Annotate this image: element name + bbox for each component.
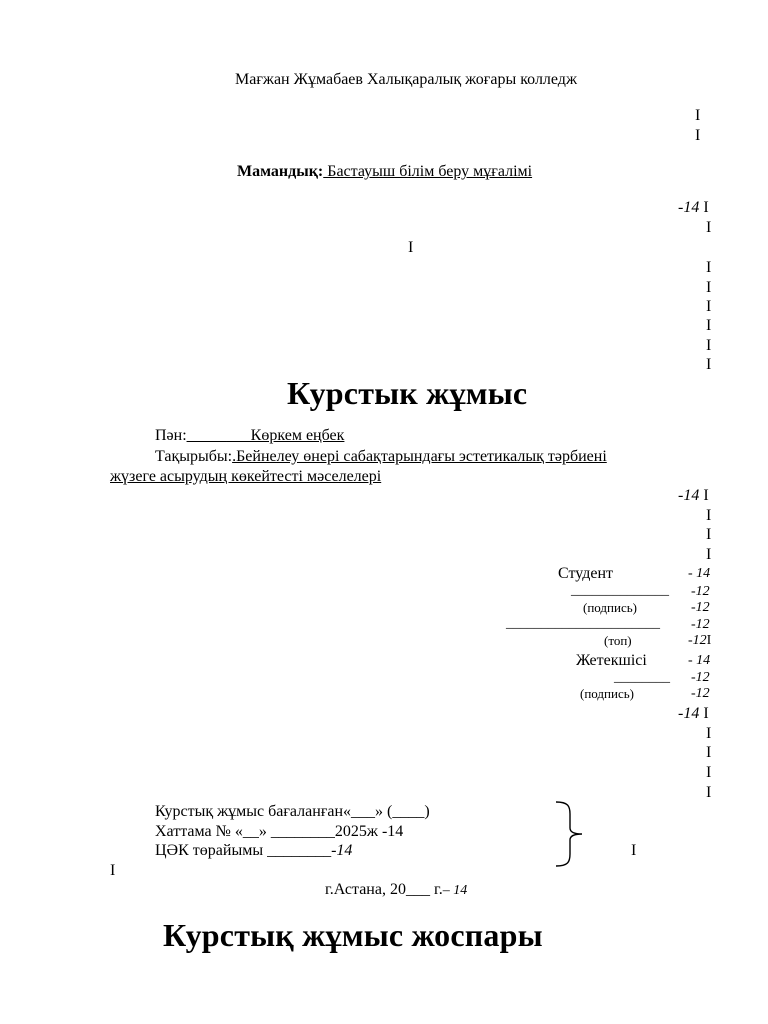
marker: I [706, 259, 712, 276]
student-group-line: ______________________ [506, 616, 660, 631]
marker: I [706, 526, 712, 543]
topic-text-2: жүзеге асырудың көкейтесті мәселелері [110, 468, 382, 485]
supervisor-label: Жетекшісі [576, 652, 647, 669]
marker: I [706, 317, 712, 334]
curly-brace-icon [554, 800, 584, 868]
size-mark-row [678, 488, 709, 504]
student-signature-caption: (подпись) [583, 600, 637, 615]
marker: I [706, 784, 712, 801]
student-label: Студент [558, 565, 614, 582]
size-mark-row [678, 200, 709, 216]
grading-line-3 [155, 843, 352, 859]
topic-label: Тақырыбы: [155, 448, 233, 465]
grading-chair-text: ЦӘК төрайымы ________ [155, 842, 332, 859]
plan-title: Курстық жұмыс жоспары [163, 917, 543, 953]
marker: I [695, 107, 701, 124]
size-mark: -14 [331, 842, 353, 859]
marker: I [706, 298, 712, 315]
city-year-line [325, 882, 467, 898]
size-mark: -12 [688, 633, 707, 648]
subject-blank: _____ [186, 427, 227, 444]
subject-line [155, 428, 344, 444]
college-name: Мағжан Жұмабаев Халықаралық жоғары колледж [235, 71, 577, 88]
marker: I [408, 239, 414, 256]
size-mark: – 14 [442, 883, 468, 898]
marker: I [706, 356, 712, 373]
marker: I [706, 744, 712, 761]
marker: I [631, 842, 637, 859]
subject-value: ___Көркем еңбек [226, 427, 345, 444]
topic-line-1 [155, 449, 712, 465]
marker: I [706, 279, 712, 296]
size-mark: -14 [678, 705, 700, 722]
size-mark: - 14 [688, 566, 711, 581]
marker: I [706, 219, 712, 236]
specialty-label: Мамандық: [237, 163, 324, 180]
size-mark: -12 [691, 584, 710, 599]
topic-text-1: .Бейнелеу өнері сабақтарындағы эстетикалық тәрбиені [232, 448, 607, 465]
student-group-caption: (топ) [604, 633, 632, 648]
grading-line-2: Хаттама № «__» ________2025ж -14 [155, 823, 404, 840]
marker: I [706, 337, 712, 354]
marker: I [706, 764, 712, 781]
grading-line-1: Курстық жұмыс бағаланған«___» (____) [155, 803, 430, 820]
size-mark: -14 [678, 199, 700, 216]
marker: I [706, 633, 712, 648]
size-mark: - 14 [688, 653, 711, 668]
marker: I [706, 725, 712, 742]
size-mark: -12 [691, 600, 710, 615]
marker: I [703, 705, 709, 722]
student-signature-line: ______________ [571, 583, 669, 598]
size-mark-row [678, 706, 709, 722]
size-mark: -12 [691, 686, 710, 701]
marker: I [703, 199, 709, 216]
specialty-line [237, 164, 532, 180]
size-mark: -12 [691, 617, 710, 632]
marker: I [110, 862, 116, 879]
supervisor-signature-line: ________ [614, 670, 670, 685]
size-mark: -12 [691, 670, 710, 685]
marker: I [706, 546, 712, 563]
marker: I [703, 487, 709, 504]
marker: I [706, 507, 712, 524]
subject-label: Пән: [155, 427, 187, 444]
marker: I [695, 127, 701, 144]
document-title: Курстык жұмыс [287, 375, 528, 411]
size-mark: -14 [678, 487, 700, 504]
city-year: г.Астана, 20___ г. [325, 881, 443, 898]
specialty-value: Бастауыш білім беру мұғалімі [323, 163, 533, 180]
size-mark-row [688, 634, 711, 648]
supervisor-signature-caption: (подпись) [580, 686, 634, 701]
